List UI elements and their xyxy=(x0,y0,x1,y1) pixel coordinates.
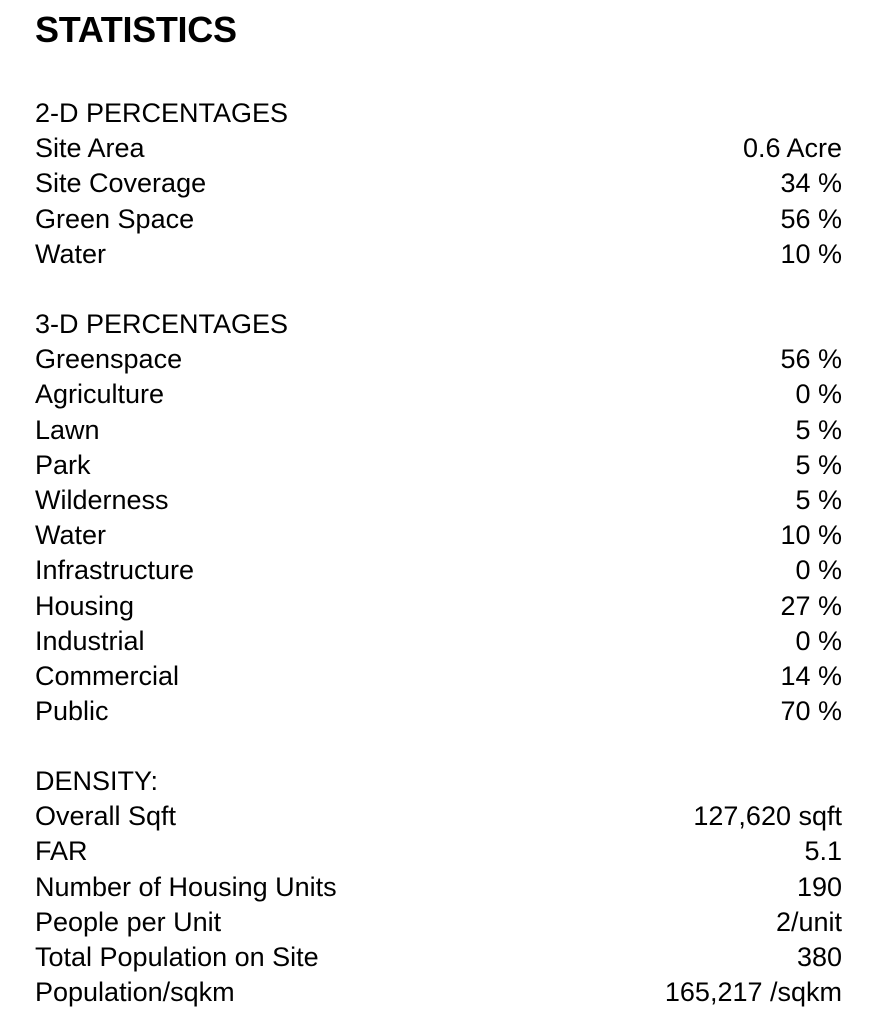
stat-row-far xyxy=(35,834,842,869)
stat-row-park xyxy=(35,448,842,483)
stat-value: 5 % xyxy=(795,449,842,480)
stat-value: 14 % xyxy=(780,660,842,691)
stat-row-population-density xyxy=(35,975,842,1010)
stat-label: FAR xyxy=(35,836,88,867)
stat-row-commercial xyxy=(35,659,842,694)
stat-value: 10 % xyxy=(780,520,842,551)
page-title: STATISTICS xyxy=(35,9,237,50)
stat-row-housing xyxy=(35,589,842,624)
stat-row-people-per-unit xyxy=(35,905,842,940)
stat-row-wilderness xyxy=(35,483,842,518)
stat-label: Public xyxy=(35,696,109,727)
stat-row-housing-units xyxy=(35,870,842,905)
stat-row-agriculture xyxy=(35,377,842,412)
stat-row-overall-sqft xyxy=(35,799,842,834)
stat-value: 5 % xyxy=(795,414,842,445)
stat-row-water xyxy=(35,518,842,553)
stat-label: Overall Sqft xyxy=(35,801,177,832)
stat-value: 190 xyxy=(796,871,842,902)
stat-row-lawn xyxy=(35,413,842,448)
stat-row-site-area xyxy=(35,131,842,166)
stat-label: Wilderness xyxy=(35,484,169,515)
stat-value: 127,620 sqft xyxy=(693,801,842,832)
stat-value: 34 % xyxy=(780,168,842,199)
section-density xyxy=(35,764,842,1010)
stat-label: Park xyxy=(35,449,91,480)
section-heading: 2-D PERCENTAGES xyxy=(35,98,289,128)
stat-value: 56 % xyxy=(780,344,842,375)
stat-value: 0 % xyxy=(795,555,842,586)
stat-value: 0 % xyxy=(795,379,842,410)
stat-label: Housing xyxy=(35,590,135,621)
stat-label: Site Coverage xyxy=(35,168,207,199)
stat-value: 5 % xyxy=(795,484,842,515)
stat-label: Total Population on Site xyxy=(35,941,319,972)
stat-label: Lawn xyxy=(35,414,100,445)
section-heading: DENSITY: xyxy=(35,766,159,796)
stat-value: 56 % xyxy=(780,203,842,234)
stat-value: 70 % xyxy=(780,696,842,727)
stat-value: 5.1 xyxy=(804,836,842,867)
stat-value: 27 % xyxy=(780,590,842,621)
stat-label: Water xyxy=(35,238,107,269)
stat-label: Site Area xyxy=(35,133,145,164)
stat-value: 380 xyxy=(796,941,842,972)
stat-value: 165,217 /sqkm xyxy=(664,977,842,1008)
stat-row-greenspace xyxy=(35,342,842,377)
stat-label: Population/sqkm xyxy=(35,977,235,1008)
stat-label: People per Unit xyxy=(35,906,222,937)
section-heading: 3-D PERCENTAGES xyxy=(35,309,289,339)
stat-label: Commercial xyxy=(35,660,180,691)
stat-label: Number of Housing Units xyxy=(35,871,337,902)
stat-label: Water xyxy=(35,520,107,551)
stat-label: Greenspace xyxy=(35,344,183,375)
stat-row-green-space xyxy=(35,202,842,237)
stat-label: Agriculture xyxy=(35,379,165,410)
stat-row-infrastructure xyxy=(35,553,842,588)
stat-label: Green Space xyxy=(35,203,195,234)
stat-row-industrial xyxy=(35,624,842,659)
stat-row-water xyxy=(35,237,842,272)
stat-value: 10 % xyxy=(780,238,842,269)
stat-value: 2/unit xyxy=(775,906,842,937)
section-3d-percentages xyxy=(35,307,842,729)
stat-label: Infrastructure xyxy=(35,555,195,586)
stat-value: 0.6 Acre xyxy=(742,133,842,164)
stat-row-total-population xyxy=(35,940,842,975)
stat-row-public xyxy=(35,694,842,729)
section-2d-percentages xyxy=(35,96,842,272)
stat-row-site-coverage xyxy=(35,166,842,201)
stat-value: 0 % xyxy=(795,625,842,656)
stat-label: Industrial xyxy=(35,625,145,656)
